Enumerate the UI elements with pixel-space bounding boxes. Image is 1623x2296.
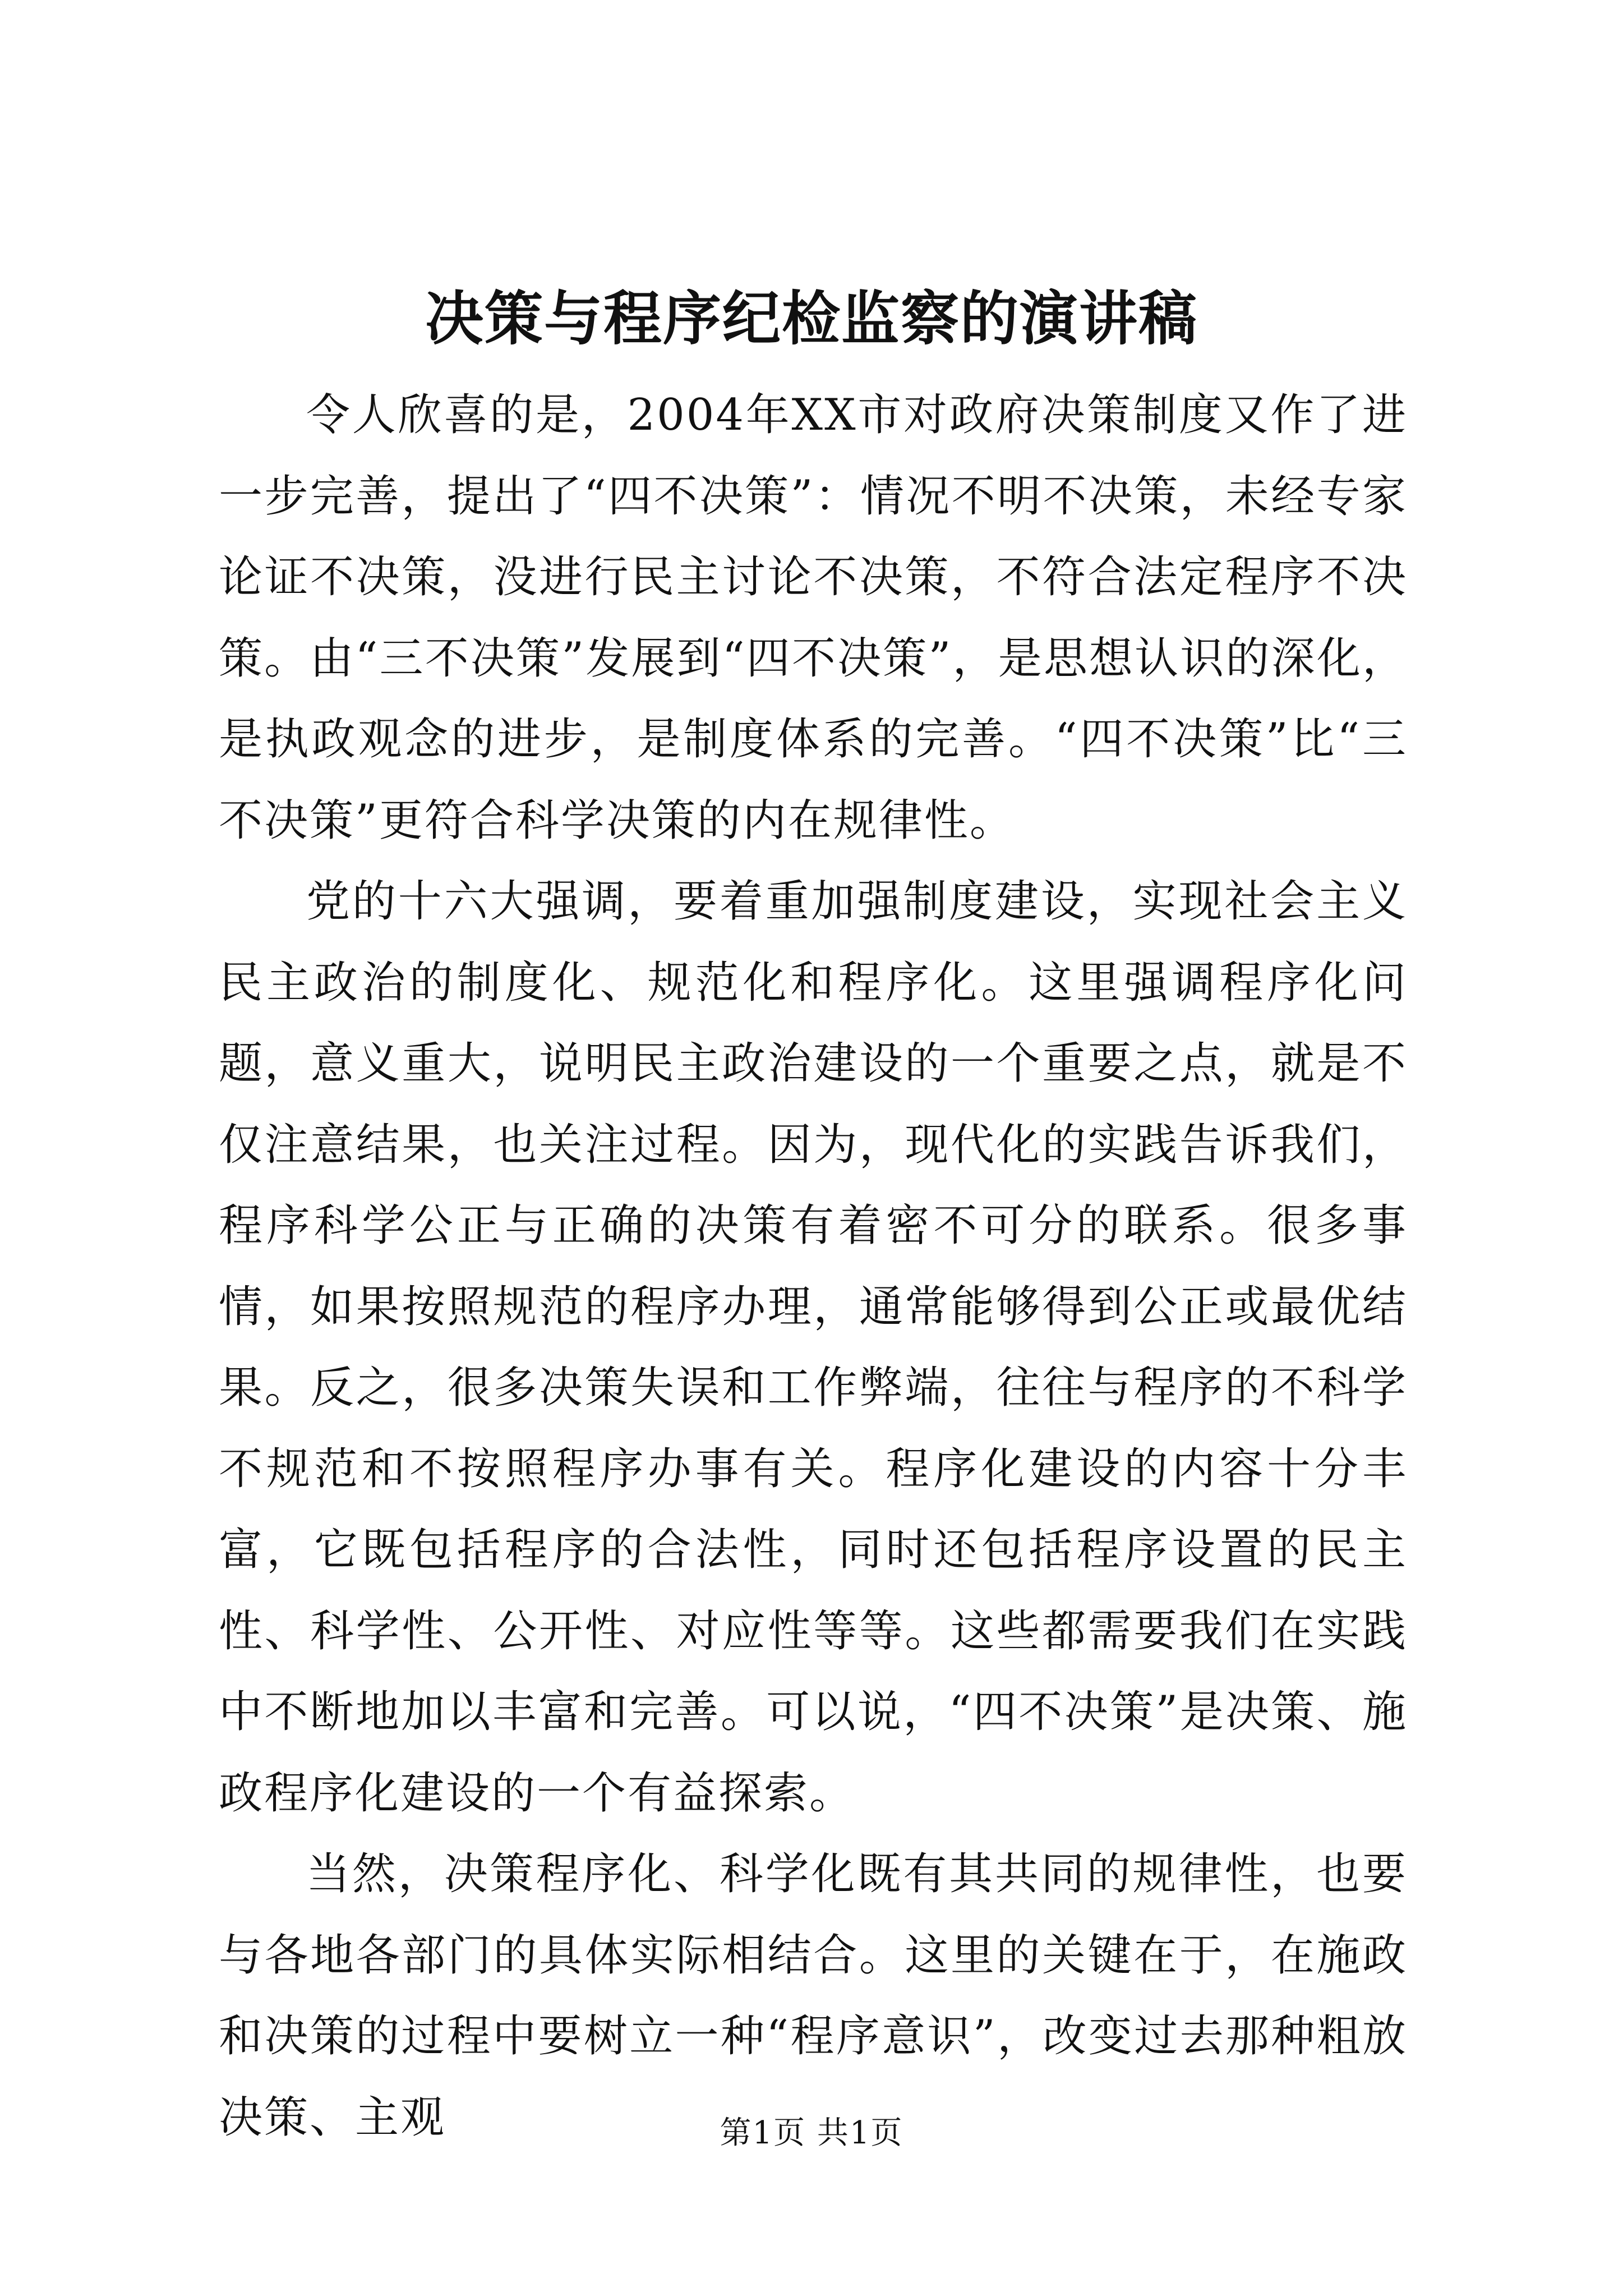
paragraph: 党的十六大强调，要着重加强制度建设，实现社会主义民主政治的制度化、规范化和程序化。这里强调程序化问题，意义重大，说明民主政治建设的一个重要之点，就是不仅注意结果，也关注过程。因为，现代化的实践告诉我们，程序科学公正与正确的决策有着密不可分的联系。很多事情，如果按照规范的程序办理，通常能够得到公正或最优结果。反之，很多决策失误和工作弊端，往往与程序的不科学不规范和不按照程序办事有关。程序化建设的内容十分丰富，它既包括程序的合法性，同时还包括程序设置的民主性、科学性、公开性、对应性等等。这些都需要我们在实践中不断地加以丰富和完善。可以说，“四不决策”是决策、施政程序化建设的一个有益探索。 bbox=[219, 876, 1408, 1819]
document-title: 决策与程序纪检监察的演讲稿 bbox=[425, 284, 1198, 353]
paragraph: 令人欣喜的是，2004年XX市对政府决策制度又作了进一步完善，提出了“四不决策”：情况不明不决策，未经专家论证不决策，没进行民主讨论不决策，不符合法定程序不决策。由“三不决策”发展到“四不决策”，是思想认识的深化，是执政观念的进步，是制度体系的完善。“四不决策”比“三不决策”更符合科学决策的内在规律性。 bbox=[219, 390, 1408, 846]
paragraph: 当然，决策程序化、科学化既有其共同的规律性，也要与各地各部门的具体实际相结合。这里的关键在于，在施政和决策的过程中要树立一种“程序意识”，改变过去那种粗放决策、主观 bbox=[219, 1849, 1408, 2143]
document-body bbox=[219, 375, 1408, 2158]
page-footer: 第1页 共1页 bbox=[720, 2115, 903, 2151]
